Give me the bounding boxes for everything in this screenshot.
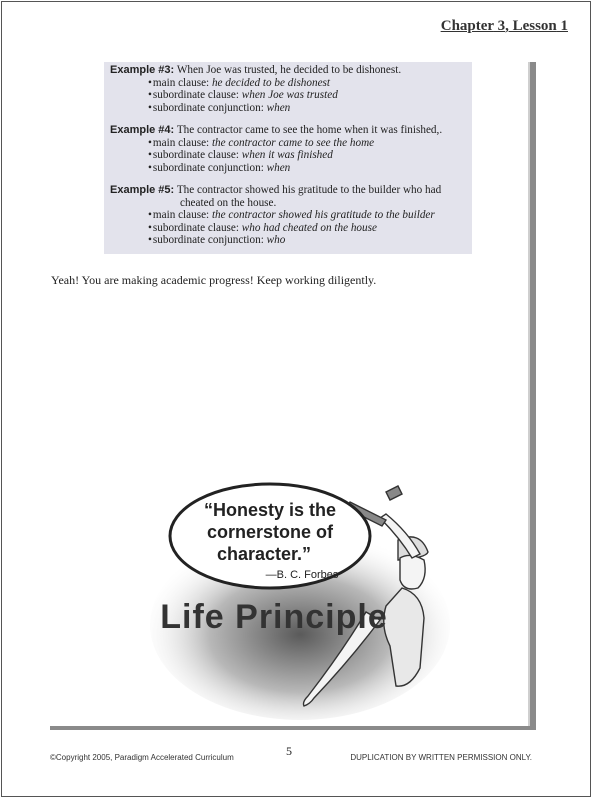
- chapter-number: 3: [497, 18, 506, 34]
- example-sentence: The contractor showed his gratitude to the builder who had: [176, 184, 442, 196]
- subordinate-clause-item: • subordinate clause: when it was finished: [110, 149, 470, 162]
- footer-copyright: ©Copyright 2005, Paradigm Accelerated Curriculum: [50, 753, 234, 762]
- subordinate-conjunction-item: • subordinate conjunction: when: [110, 102, 470, 115]
- example-label: Example #3:: [110, 64, 175, 76]
- quote-line-2: cornerstone of: [206, 522, 334, 542]
- quote-line-3: character.”: [216, 544, 312, 564]
- main-clause-item: • main clause: he decided to be dishonest: [110, 77, 470, 90]
- footer-duplication-notice: DUPLICATION BY WRITTEN PERMISSION ONLY.: [350, 753, 532, 762]
- praise-text: Yeah! You are making academic progress! Keep working diligently.: [51, 273, 377, 287]
- example-label: Example #4:: [110, 124, 175, 136]
- example-3: [110, 64, 470, 114]
- chapter-word: Chapter: [440, 18, 494, 34]
- chapter-lesson-header: Chapter 3, Lesson 1: [440, 18, 568, 34]
- main-clause-item: • main clause: the contractor came to see the home: [110, 137, 470, 150]
- bottom-rule: [50, 726, 536, 730]
- example-label: Example #5:: [110, 184, 175, 196]
- quote-line-1: “Honesty is the: [203, 500, 337, 520]
- subordinate-conjunction-item: • subordinate conjunction: who: [110, 234, 470, 247]
- example-sentence: When Joe was trusted, he decided to be dishonest.: [176, 64, 402, 76]
- page-number: 5: [286, 744, 292, 758]
- lesson-word: Lesson: [512, 18, 557, 34]
- subordinate-clause-item: • subordinate clause: when Joe was trusted: [110, 89, 470, 102]
- right-rule: [530, 62, 536, 730]
- subordinate-conjunction-item: • subordinate conjunction: when: [110, 162, 470, 175]
- example-5: [110, 184, 470, 247]
- example-4: [110, 124, 470, 174]
- life-principle-illustration: [150, 470, 450, 720]
- quote-author: —B. C. Forbes: [265, 569, 339, 581]
- lesson-number: 1: [560, 18, 568, 34]
- example-sentence: The contractor came to see the home when it was finished,.: [176, 124, 443, 136]
- main-clause-item: • main clause: the contractor showed his gratitude to the builder: [110, 209, 470, 222]
- life-principle-title: Life Principle: [160, 598, 388, 636]
- subordinate-clause-item: • subordinate clause: who had cheated on the house: [110, 222, 470, 235]
- example-sentence-continued: cheated on the house.: [180, 196, 277, 209]
